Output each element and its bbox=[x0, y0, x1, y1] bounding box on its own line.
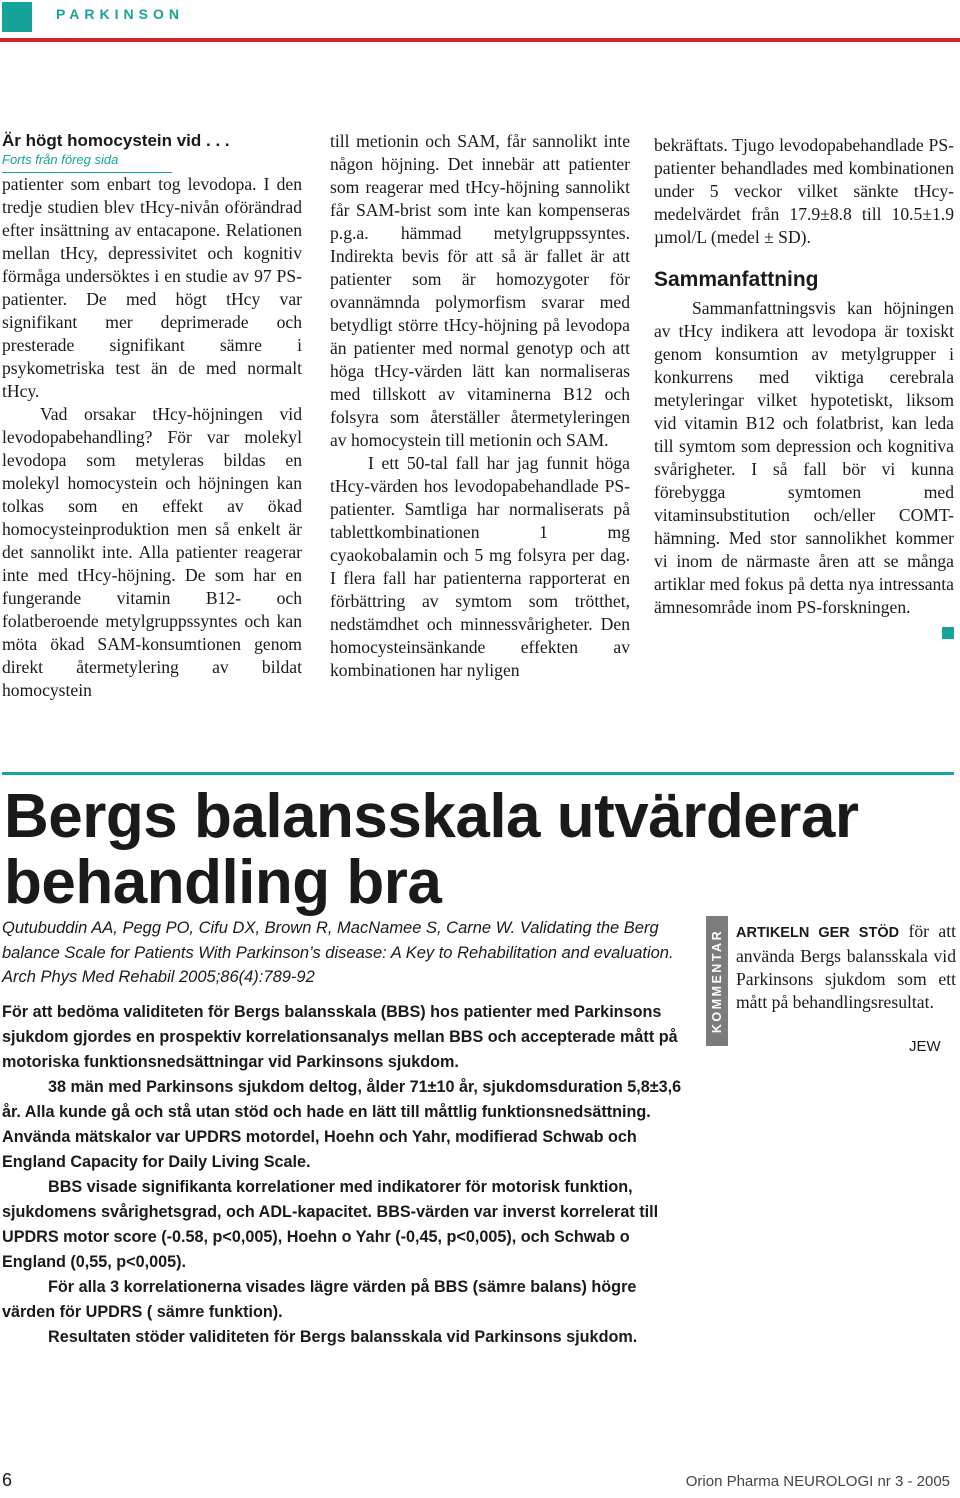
abstract-paragraph: För att bedöma validiteten för Bergs balansskala (BBS) hos patienter med Parkinsons sjukdom gjordes en prospektiv korrelationsanalys mellan BBS och accepterade mått på motoriska funktionsnedsättningar vid Parkinsons sjukdom. bbox=[2, 1003, 678, 1071]
page-number: 6 bbox=[2, 1470, 13, 1490]
column-3 bbox=[654, 134, 954, 639]
article-title: Bergs balansskala utvärderar behandling bra bbox=[4, 782, 859, 917]
section-color-square bbox=[2, 2, 32, 32]
body-paragraph: till metionin och SAM, får sannolikt inte någon höjning. Det innebär att patienter som reagerar med tHcy-höjning sannolikt får SAM-brist som inte kan kompenseras p.g.a. hämmad metylgruppssyntes. Indirekta bevis för att så är fallet är att patienter som är homozygoter för ovannämnda polymorfism svarar med betydligt större tHcy-höjning på levodopa än patienter med normal genotyp och att höga tHcy-värden lätt kan normaliseras med tillskott av vitaminerna B12 och folsyra som återställer återmetyleringen av homocystein till metionin och SAM. bbox=[330, 131, 630, 450]
continued-from-note: Forts från föreg sida bbox=[2, 152, 172, 173]
summary-heading: Sammanfattning bbox=[654, 268, 819, 291]
comment-signature: JEW bbox=[909, 1038, 941, 1055]
body-paragraph: patienter som enbart tog levodopa. I den tredje studien blev tHcy-nivån oförändrad efter insättning av entacapone. Relationen mellan tHcy, depressivitet och kognitiv förmåga undersöktes i en studie av 97 PS-patienter. De med högt tHcy var signifikant mer deprimerade och presterade signifikant sämre i psykometriska test än de med normalt tHcy. bbox=[2, 174, 302, 401]
body-paragraph: bekräftats. Tjugo levodopabehandlade PS-patienter behandlades med kombinationen under 5 veckor vilket sänkte tHcy-medelvärdet från 17.9±8.8 till 10.5±1.9 µmol/L (medel ± SD). bbox=[654, 135, 954, 247]
comment-body: för att använda Bergs balansskala vid Parkinsons sjukdom som ett mått på behandlingsresultat. bbox=[736, 921, 956, 1012]
body-paragraph: Vad orsakar tHcy-höjningen vid levodopabehandling? För var molekyl levodopa som metyleras bildas en molekyl homocystein och höjningen kan tolkas som en effekt av ökad homocysteinproduktion men så enkelt är det sannolikt inte. Alla patienter reagerar inte med tHcy-höjning. De som har en fungerande vitamin B12- och folatberoende metylgruppssyntes och kan möta ökad SAM-konsumtionen genom direkt återmetylering av bildat homocystein bbox=[2, 404, 302, 700]
body-paragraph: I ett 50-tal fall har jag funnit höga tHcy-värden hos levodopabehandlade PS-patienter. Samtliga har normaliserats på tablettkombinationen 1 mg cyaokobalamin och 5 mg folsyra per dag. I flera fall har patienterna rapporterat en förbättring av symtom som trötthet, nedstämdhet och minnessvårigheter. Den homocysteinsänkande effekten av kombinationen har nyligen bbox=[330, 453, 630, 680]
comment-label-text: KOMMENTAR bbox=[710, 928, 724, 1034]
continued-article-title: Är högt homocystein vid . . . bbox=[2, 131, 230, 150]
comment-lead: ARTIKELN GER STÖD bbox=[736, 925, 900, 941]
header-rule bbox=[0, 38, 960, 42]
abstract-paragraph: BBS visade signifikanta korrelationer med indikatorer för motorisk funktion, sjukdomens svårighetsgrad, och ADL-kapacitet. BBS-värden var inverst korrelerat till UPDRS motor score (-0.58, p<0,005), Hoehn o Yahr (-0,45, p<0,005), och Schwab o England (0,55, p<0,005). bbox=[2, 1178, 659, 1271]
comment-label bbox=[706, 916, 728, 1046]
article-abstract bbox=[2, 1000, 688, 1350]
comment-paragraph bbox=[736, 920, 956, 1014]
abstract-paragraph: Resultaten stöder validiteten för Bergs balansskala vid Parkinsons sjukdom. bbox=[48, 1328, 638, 1346]
column-1 bbox=[2, 130, 302, 702]
column-2 bbox=[330, 130, 630, 682]
abstract-paragraph: 38 män med Parkinsons sjukdom deltog, ålder 71±10 år, sjukdomsduration 5,8±3,6 år. Alla kunde gå och stå utan stöd och hade en lätt till måttlig funktionsnedsättning. Använda mätskalor var UPDRS motordel, Hoehn och Yahr, modifierad Schwab och England Capacity for Daily Living Scale. bbox=[2, 1078, 682, 1171]
magazine-footer: Orion Pharma NEUROLOGI nr 3 - 2005 bbox=[685, 1473, 950, 1490]
section-divider bbox=[2, 772, 954, 775]
comment-box bbox=[736, 920, 956, 1014]
summary-paragraph: Sammanfattningsvis kan höjningen av tHcy indikera att levodopa är toxiskt genom konsumtion av metylgrupper i konkurrens med viktiga cerebrala metyleringar vilket hypotetiskt, liksom vid vitamin B12 och folatbrist, kan leda till symtom som depression och kognitiva svårigheter. I så fall bör vi kunna förebygga symtomen med vitaminsubstitution och/eller COMT-hämning. Med stor sannolikhet kommer vi inom de närmaste åren att se många artiklar med fokus på detta nya intressanta ämnesområde inom PS-forskningen. bbox=[654, 298, 954, 617]
section-label: PARKINSON bbox=[56, 6, 184, 22]
article-citation: Qutubuddin AA, Pegg PO, Cifu DX, Brown R, MacNamee S, Carne W. Validating the Berg balance Scale for Patients With Parkinson’s disease: A Key to Rehabilitation and evaluation. Arch Phys Med Rehabil 2005;86(4):789-92 bbox=[2, 919, 674, 986]
end-mark-square bbox=[942, 627, 954, 639]
abstract-paragraph: För alla 3 korrelationerna visades lägre värden på BBS (sämre balans) högre värden för UPDRS ( sämre funktion). bbox=[2, 1278, 637, 1321]
